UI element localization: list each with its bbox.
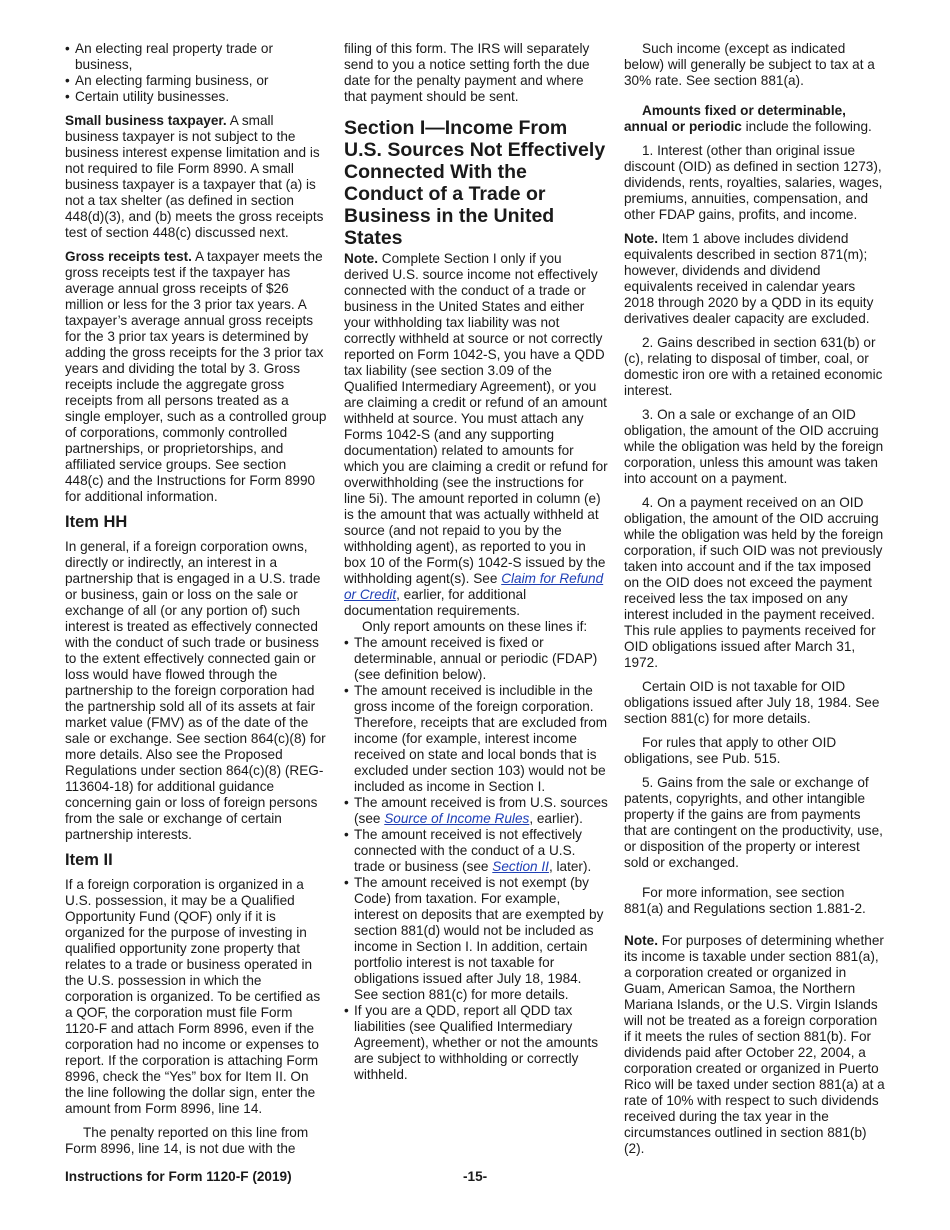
note-label: Note. [624, 933, 658, 948]
note-text: Item 1 above includes dividend equivalents described in section 871(m); however, dividends and dividend equivalents received in calendar years 2018 through 2020 by a QDD in its equity derivatives dealer capacity are excluded. [624, 231, 874, 326]
list-item: • The amount received is fixed or determinable, annual or periodic (FDAP) (see definition below). [344, 635, 608, 683]
source-of-income-link[interactable]: Source of Income Rules [384, 811, 530, 826]
note-label: Note. [344, 251, 378, 266]
note-label: Note. [624, 231, 658, 246]
note-paragraph [624, 231, 886, 327]
oid-rules-text: For rules that apply to other OID obligations, see Pub. 515. [624, 735, 837, 766]
note-text-end: , earlier, for additional documentation requirements. [344, 587, 527, 618]
fdap-text: include the following. [745, 119, 872, 134]
list-item: • An electing farming business, or [65, 73, 327, 89]
gross-receipts-heading: Gross receipts test. [65, 249, 192, 264]
only-report-text: Only report amounts on these lines if: [362, 619, 588, 634]
column-middle [344, 41, 608, 1083]
claim-for-refund-link[interactable]: Claim for Refund or Credit [344, 571, 604, 602]
note-text: Complete Section I only if you derived U.S. source income not effectively connected with the conduct of a trade or business in the United States and either your withholding tax liability was not correctly withheld at source or not correctly reported on Form 1042-S, you have a QDD tax liability (see section 3.09 of the Qualified Intermediary Agreement), or you are claiming a credit or refund of an amount withheld at source. You must attach any Forms 1042-S (and any supporting documentation) related to amounts for which you are claiming a credit or refund for overwithholding (see the instructions for line 5i). The amount reported in column (e) is the amount that was actually withheld at source (and not repaid to you by the withholding agent), as reported to you in box 10 of the Form(s) 1042-S issued by the withholding agent(s). See [344, 251, 608, 586]
income-rate-text: Such income (except as indicated below) will generally be subject to tax at a 30% rate. See section 881(a). [624, 41, 875, 88]
small-business-text: A small business taxpayer is not subject to the business interest expense limitation and is not required to file Form 8990. A small business taxpayer is a taxpayer that (a) is not a tax shelter (as defined in section 448(d)(3), and (b) meets the gross receipts test of section 448(c) discussed next. [65, 113, 324, 240]
list-item: 3. On a sale or exchange of an OID obligation, the amount of the OID accruing while the obligation was held by the foreign corporation, unless this amount was taken into account on a payment. [624, 407, 884, 486]
column-right [624, 41, 886, 1165]
list-item-text-end: , later). [548, 859, 592, 874]
more-info-text: For more information, see section 881(a) and Regulations section 1.881-2. [624, 885, 866, 916]
item-ii-heading: Item II [65, 851, 113, 869]
list-item: • Certain utility businesses. [65, 89, 327, 105]
list-item: • If you are a QDD, report all QDD tax liabilities (see Qualified Intermediary Agreement), whether or not the amounts are subject to withholding or correctly withheld. [344, 1003, 608, 1083]
fdap-paragraph [624, 103, 886, 135]
oid-text: Certain OID is not taxable for OID obligations issued after July 18, 1984. See section 881(c) for more details. [624, 679, 880, 726]
list-item: 1. Interest (other than original issue discount (OID) as defined in section 1273), dividends, rents, royalties, salaries, wages, premiums, annuities, compensation, and other FDAP gains, profits, and income. [624, 143, 883, 222]
item-ii-text: If a foreign corporation is organized in a U.S. possession, it may be a Qualified Opportunity Fund (QOF) only if it is organized for the purpose of investing in qualified opportunity zone property that relates to a trade or business operated in the U.S. possession in which the corporation is organized. To be certified as a QOF, the corporation must file Form 1120-F and attach Form 8996, even if the corporation had no income or expenses to report. If the corporation is attaching Form 8996, check the “Yes” box for Item II. On the line following the dollar sign, enter the amount from Form 8996, line 14. [65, 877, 321, 1116]
list-item: • The amount received is includible in the gross income of the foreign corporation. Therefore, receipts that are excluded from income (for example, interest income received on state and local bonds that is excluded under section 103) would not be included as income in Section I. [344, 683, 608, 795]
column-left [65, 41, 327, 1165]
list-item-text: The amount received is from U.S. sources (see [354, 795, 608, 826]
continuation-text: filing of this form. The IRS will separately send to you a notice setting forth the due date for the penalty payment and where that payment should be sent. [344, 41, 590, 104]
list-item [344, 827, 608, 875]
section-i-heading: Section I—Income From U.S. Sources Not Effectively Connected With the Conduct of a Trade or Business in the United States [344, 117, 606, 249]
fdap-heading: Amounts fixed or determinable, annual or periodic [624, 103, 846, 134]
list-item: 2. Gains described in section 631(b) or (c), relating to disposal of timber, coal, or domestic iron ore with a retained economic interest. [624, 335, 883, 398]
item-ii-penalty-text: The penalty reported on this line from Form 8996, line 14, is not due with the [65, 1125, 309, 1156]
gross-receipts-paragraph [65, 249, 327, 505]
item-hh-text: In general, if a foreign corporation owns, directly or indirectly, an interest in a partnership that is engaged in a U.S. trade or business, gain or loss on the sale or exchange of all (or any portion of) such interest is treated as effectively connected with the conduct of such trade or business to the extent effectively connected gain or loss would have flowed through the partnership to the foreign corporation had the partnership sold all of its assets at fair market value (FMV) as of the date of the sale or exchange. See section 864(c)(8) for more details. Also see the Proposed Regulations under section 864(c)(8) (REG-113604-18) for additional guidance concerning gain or loss of foreign persons from the sale or exchange of certain partnership interests. [65, 539, 326, 842]
list-item-text-end: , earlier). [529, 811, 583, 826]
note-text: For purposes of determining whether its income is taxable under section 881(a), a corporation created or organized in Guam, American Samoa, the Northern Mariana Islands, or the U.S. Virgin Islands will not be treated as a foreign corporation if it meets the rules of section 881(b). For dividends paid after October 22, 2004, a corporation created or organized in Puerto Rico will be taxed under section 881(a) at a rate of 10% with respect to such dividends received during the tax year in the circumstances outlined in section 881(b)(2). [624, 933, 885, 1156]
gross-receipts-text: A taxpayer meets the gross receipts test if the taxpayer has average annual gross receipts of $26 million or less for the 3 prior tax years. A taxpayer’s average annual gross receipts for the 3 prior tax years is determined by adding the gross receipts for the 3 prior tax years and dividing the total by 3. Gross receipts include the aggregate gross receipts from all persons treated as a single employer, such as a controlled group of corporations, commonly controlled partnerships, or proprietorships, and affiliated service groups. See section 448(c) and the Instructions for Form 8990 for additional information. [65, 249, 327, 504]
list-item: • An electing real property trade or business, [65, 41, 327, 73]
small-business-paragraph [65, 113, 327, 241]
list-item: 4. On a payment received on an OID obligation, the amount of the OID accruing while the obligation was held by the foreign corporation, if such OID was not previously taken into account and if the tax imposed on the OID does not exceed the payment received less the tax imposed on any interest included in the payment received. This rule applies to payments received for OID obligations issued after March 31, 1972. [624, 495, 884, 670]
item-hh-heading: Item HH [65, 513, 128, 531]
section-i-note [344, 251, 608, 619]
small-business-heading: Small business taxpayer. [65, 113, 227, 128]
list-item: 5. Gains from the sale or exchange of patents, copyrights, and other intangible property if the gains are from payments that are contingent on the productivity, use, or disposition of the property or interest sold or exchanged. [624, 775, 883, 870]
list-item-text: The amount received is not effectively connected with the conduct of a U.S. trade or business (see [354, 827, 582, 874]
footer-form-title: Instructions for Form 1120-F (2019) [65, 1169, 292, 1184]
note-paragraph [624, 933, 886, 1157]
section-ii-link[interactable]: Section II [492, 859, 549, 874]
list-item [344, 795, 608, 827]
page-number: -15- [463, 1169, 488, 1184]
list-item: • The amount received is not exempt (by Code) from taxation. For example, interest on deposits that are exempted by section 881(d) would not be included as income in Section I. In addition, certain portfolio interest is not taxable for obligations issued after July 18, 1984. See section 881(c) for more details. [344, 875, 608, 1003]
